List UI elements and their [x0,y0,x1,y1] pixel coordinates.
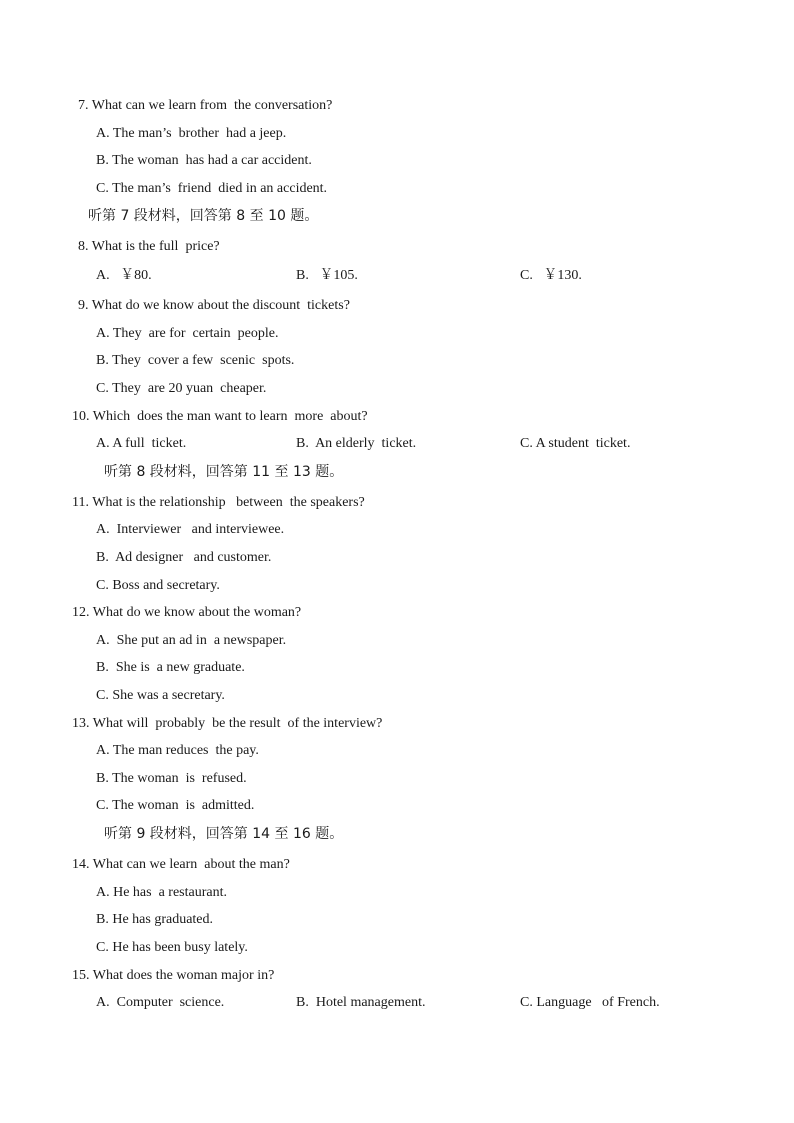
question-10-option-b: B. An elderly ticket. [296,436,417,451]
question-7-option-c: C. The man’s friend died in an accident. [96,181,328,196]
question-14-stem: 14. What can we learn about the man? [72,857,290,872]
question-12-option-b: B. She is a new graduate. [96,660,245,675]
question-11-option-c: C. Boss and secretary. [96,578,220,593]
question-12-stem: 12. What do we know about the woman? [72,605,302,620]
section-heading-7: 听第 7 段材料，回答第 8 至 10 题。 [88,208,319,224]
question-11-stem: 11. What is the relationship between the speakers? [72,495,365,510]
question-14-option-b: B. He has graduated. [96,912,214,927]
section-heading-8: 听第 8 段材料，回答第 11 至 13 题。 [104,464,344,480]
question-10-option-c: C. A student ticket. [520,436,631,451]
question-12-option-a: A. She put an ad in a newspaper. [96,633,287,648]
question-9-option-a: A. They are for certain people. [96,326,279,341]
question-11-option-b: B. Ad designer and customer. [96,550,272,565]
question-15-stem: 15. What does the woman major in? [72,968,275,983]
question-15-option-a: A. Computer science. [96,995,225,1010]
question-12-option-c: C. She was a secretary. [96,688,225,703]
question-8-option-b: B. ￥105. [296,268,358,283]
question-11-option-a: A. Interviewer and interviewee. [96,522,285,537]
question-8-option-a: A. ￥80. [96,268,152,283]
question-7-option-b: B. The woman has had a car accident. [96,153,312,168]
question-10-stem: 10. Which does the man want to learn more about? [72,409,368,424]
question-9-stem: 9. What do we know about the discount tickets? [78,298,350,313]
question-13-option-a: A. The man reduces the pay. [96,743,259,758]
question-13-option-b: B. The woman is refused. [96,771,247,786]
question-15-option-c: C. Language of French. [520,995,660,1010]
question-13-option-c: C. The woman is admitted. [96,798,255,813]
question-15-option-b: B. Hotel management. [296,995,426,1010]
question-8-stem: 8. What is the full price? [78,239,220,254]
question-9-option-c: C. They are 20 yuan cheaper. [96,381,267,396]
question-8-option-c: C. ￥130. [520,268,582,283]
question-9-option-b: B. They cover a few scenic spots. [96,353,295,368]
question-10-option-a: A. A full ticket. [96,436,187,451]
question-7-option-a: A. The man’s brother had a jeep. [96,126,287,141]
question-14-option-a: A. He has a restaurant. [96,885,228,900]
question-14-option-c: C. He has been busy lately. [96,940,248,955]
section-heading-9: 听第 9 段材料，回答第 14 至 16 题。 [104,826,344,842]
question-7-stem: 7. What can we learn from the conversation? [78,98,333,113]
question-13-stem: 13. What will probably be the result of the interview? [72,716,383,731]
